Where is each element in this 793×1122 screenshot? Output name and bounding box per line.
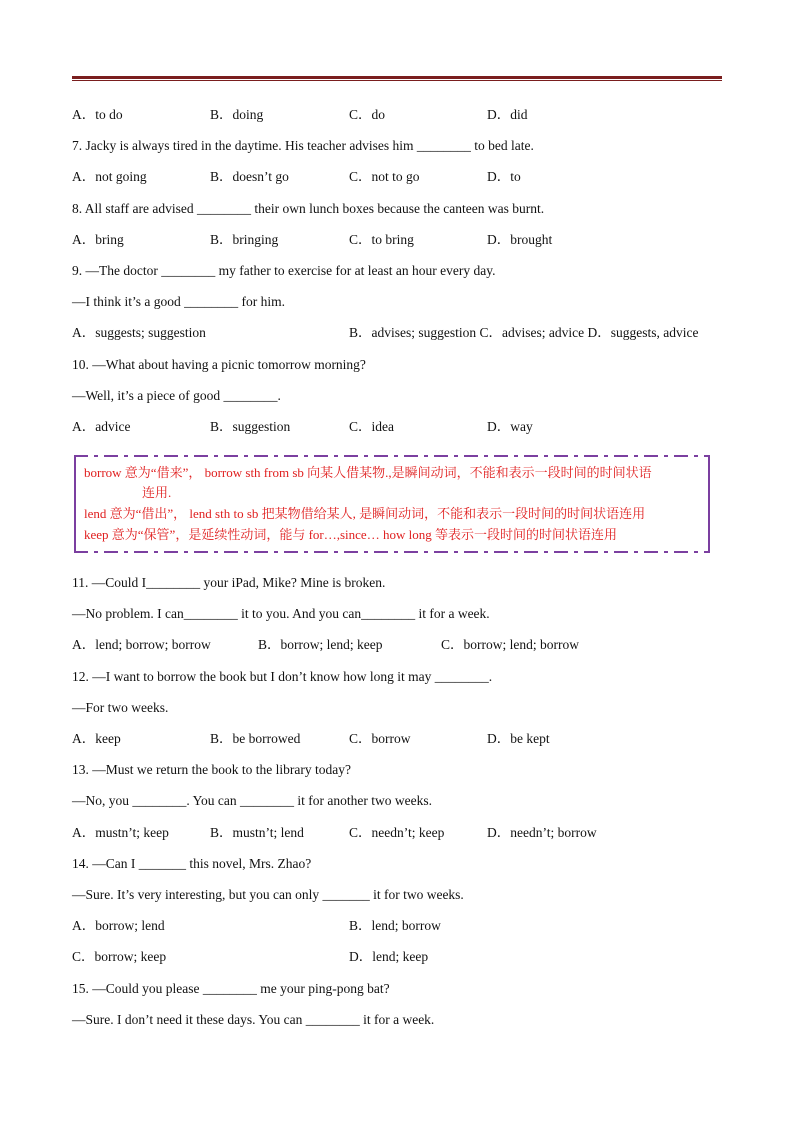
answer-option: A．mustn’t; keep xyxy=(72,824,169,840)
question-line: —Well, it’s a piece of good ________. xyxy=(72,387,281,403)
answer-option: C．borrow; keep xyxy=(72,949,167,965)
question-line: 12. —I want to borrow the book but I don’t know how long it may ________. xyxy=(72,668,493,684)
answer-option: C．to bring xyxy=(349,231,414,247)
answer-option: A．keep xyxy=(72,731,121,746)
question-line: 14. —Can I _______ this novel, Mrs. Zhao? xyxy=(72,855,312,871)
answer-option: B．doesn’t go xyxy=(210,169,289,185)
question-line: 13. —Must we return the book to the library today? xyxy=(72,762,351,778)
answer-option: A．to do xyxy=(72,107,123,122)
question-line: 9. —The doctor ________ my father to exercise for at least an hour every day. xyxy=(72,263,496,278)
answer-option: B．suggestion xyxy=(210,419,291,434)
note-box xyxy=(74,455,710,553)
note-line-borrow-cont: 连用. xyxy=(142,485,172,500)
answer-option: D．did xyxy=(487,107,528,122)
question-line: 11. —Could I________ your iPad, Mike? Mine is broken. xyxy=(72,575,386,590)
answer-option: C．borrow; lend; borrow xyxy=(441,637,579,653)
answer-option: B．mustn’t; lend xyxy=(210,824,304,840)
answer-option: D．be kept xyxy=(487,731,550,746)
answer-option: B．doing xyxy=(210,107,264,122)
answer-option: C．do xyxy=(349,107,386,122)
answer-option: A．suggests; suggestion xyxy=(72,325,206,341)
answer-option: D．to xyxy=(487,169,521,185)
answer-option: C．not to go xyxy=(349,169,420,185)
header-rule-thin xyxy=(72,80,722,81)
question-line: 10. —What about having a picnic tomorrow morning? xyxy=(72,356,366,372)
answer-option: B．borrow; lend; keep xyxy=(258,637,383,653)
note-line-lend: lend 意为“借出”， lend sth to sb 把某物借给某人, 是瞬间动词，不能和表示一段时间的时间状语连用 xyxy=(84,506,646,521)
answer-option: C．needn’t; keep xyxy=(349,824,445,840)
question-line: —For two weeks. xyxy=(72,699,169,715)
note-line-keep: keep 意为“保管”，是延续性动词，能与 for…,since… how long 等表示一段时间的时间状语连用 xyxy=(84,527,617,542)
answer-option: A．bring xyxy=(72,231,124,247)
answer-option: A．lend; borrow; borrow xyxy=(72,637,211,653)
question-line: —Sure. I don’t need it these days. You can ________ it for a week. xyxy=(72,1011,435,1027)
answer-option: D．brought xyxy=(487,231,553,247)
answer-option: B．advises; suggestion C．advises; advice D．suggests, advice xyxy=(349,325,699,341)
answer-option: C．borrow xyxy=(349,731,411,746)
answer-option: B．be borrowed xyxy=(210,731,301,746)
answer-option: A．borrow; lend xyxy=(72,918,165,934)
answer-option: A．advice xyxy=(72,419,131,434)
question-line: 8. All staff are advised ________ their own lunch boxes because the canteen was burnt. xyxy=(72,200,545,216)
answer-option: C．idea xyxy=(349,419,394,434)
answer-option: B．bringing xyxy=(210,231,279,247)
answer-option: A．not going xyxy=(72,169,147,185)
question-line: —I think it’s a good ________ for him. xyxy=(72,294,285,310)
question-line: 7. Jacky is always tired in the daytime. His teacher advises him ________ to bed late. xyxy=(72,138,534,154)
question-line: —No problem. I can________ it to you. And you can________ it for a week. xyxy=(72,606,490,622)
answer-option: D．needn’t; borrow xyxy=(487,824,597,840)
answer-option: D．lend; keep xyxy=(349,949,429,965)
question-line: 15. —Could you please ________ me your ping-pong bat? xyxy=(72,980,390,996)
answer-option: B．lend; borrow xyxy=(349,918,441,934)
header-rule-thick xyxy=(72,76,722,79)
answer-option: D．way xyxy=(487,419,533,434)
question-line: —No, you ________. You can ________ it for another two weeks. xyxy=(72,793,432,809)
question-line: —Sure. It’s very interesting, but you can only _______ it for two weeks. xyxy=(72,887,464,902)
note-line-borrow: borrow 意为“借来”， borrow sth from sb 向某人借某物.,是瞬间动词，不能和表示一段时间的时间状语 xyxy=(84,465,652,480)
